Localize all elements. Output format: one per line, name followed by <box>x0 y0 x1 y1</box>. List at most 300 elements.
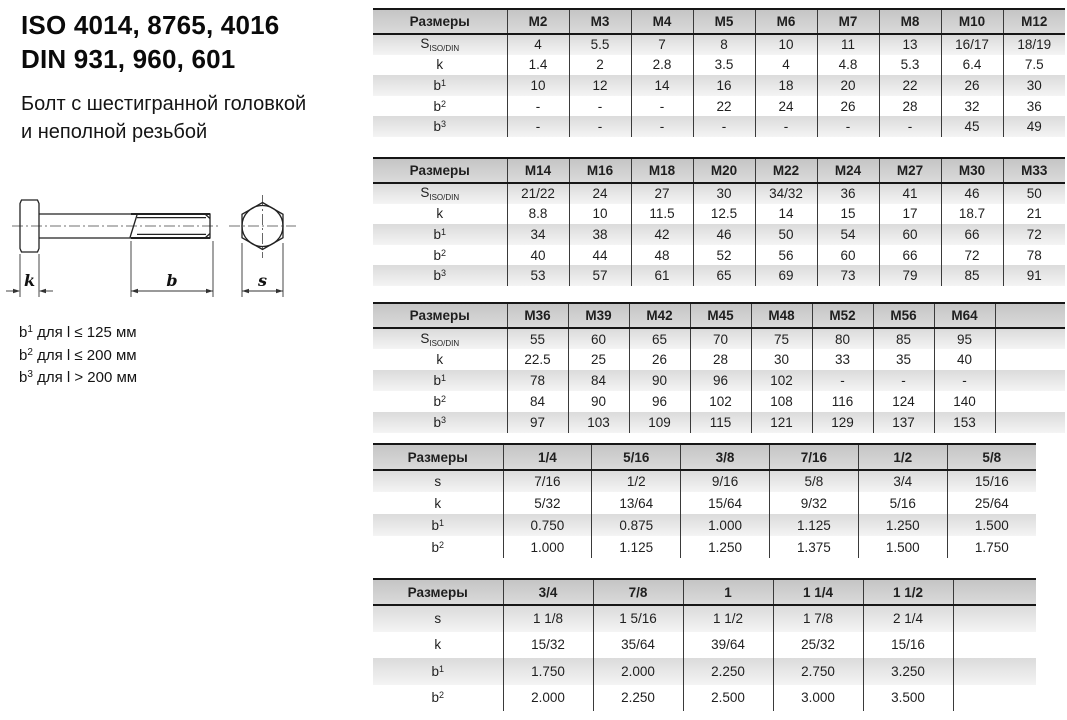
value-cell: 28 <box>690 349 751 370</box>
size-column-header: M6 <box>755 9 817 34</box>
row-label: $S_{ISO/DIN}$ <box>373 328 507 349</box>
value-cell: 1.000 <box>503 536 592 558</box>
row-label: $S_{ISO/DIN}$ <box>373 34 507 55</box>
empty-cell <box>995 349 1065 370</box>
bolt-side-view <box>6 200 220 297</box>
value-cell: 3/4 <box>858 470 947 492</box>
table-header-label: Размеры <box>373 303 507 328</box>
value-cell: 5.3 <box>879 55 941 76</box>
value-cell: 3.500 <box>863 685 953 712</box>
table-header-label: Размеры <box>373 158 507 183</box>
size-column-header: 5/16 <box>592 444 681 470</box>
value-cell: 1.250 <box>681 536 770 558</box>
value-cell: 14 <box>631 75 693 96</box>
value-cell: 15/16 <box>947 470 1036 492</box>
dimensions-table-imperial-quarter-to-fiveeighths <box>373 443 1036 558</box>
dimensions-table-metric-m2-m12 <box>373 8 1065 137</box>
dim-b-label: b <box>166 271 178 290</box>
value-cell: 72 <box>1003 224 1065 245</box>
size-column-header: 1 1/4 <box>773 579 863 605</box>
value-cell: 2 <box>569 55 631 76</box>
table-row <box>373 265 1065 286</box>
page-title <box>21 8 279 76</box>
value-cell: 48 <box>631 245 693 266</box>
value-cell: 65 <box>629 328 690 349</box>
empty-cell <box>953 658 1036 685</box>
value-cell: 12.5 <box>693 204 755 225</box>
value-cell: 129 <box>812 412 873 433</box>
value-cell: 12 <box>569 75 631 96</box>
empty-header-cell <box>953 579 1036 605</box>
value-cell: 35/64 <box>593 632 683 659</box>
value-cell: 54 <box>817 224 879 245</box>
value-cell: 17 <box>879 204 941 225</box>
value-cell: 1.000 <box>681 514 770 536</box>
table-header-label: Размеры <box>373 9 507 34</box>
hex-head-front-view <box>229 195 296 297</box>
header-row <box>373 303 1065 328</box>
value-cell: 53 <box>507 265 569 286</box>
value-cell: 9/16 <box>681 470 770 492</box>
row-label: $b^1$ <box>373 658 503 685</box>
row-label: s <box>373 470 503 492</box>
table-row <box>373 605 1036 632</box>
size-column-header: M24 <box>817 158 879 183</box>
size-column-header: M30 <box>941 158 1003 183</box>
row-label: $b^1$ <box>373 224 507 245</box>
value-cell: 66 <box>879 245 941 266</box>
value-cell: 6.4 <box>941 55 1003 76</box>
value-cell: 10 <box>507 75 569 96</box>
value-cell: 65 <box>693 265 755 286</box>
table-row <box>373 204 1065 225</box>
value-cell: 27 <box>631 183 693 204</box>
size-column-header: 3/4 <box>503 579 593 605</box>
value-cell: 1.4 <box>507 55 569 76</box>
row-label: s <box>373 605 503 632</box>
value-cell: 96 <box>690 370 751 391</box>
size-column-header: 1/4 <box>503 444 592 470</box>
value-cell: - <box>812 370 873 391</box>
footnote-line: $b^3$ для l > 200 мм <box>19 369 138 386</box>
value-cell: 1.500 <box>947 514 1036 536</box>
row-label: $b^3$ <box>373 116 507 137</box>
header-row <box>373 444 1036 470</box>
value-cell: 66 <box>941 224 1003 245</box>
value-cell: 73 <box>817 265 879 286</box>
product-description <box>21 90 306 146</box>
value-cell: - <box>569 96 631 117</box>
value-cell: 116 <box>812 391 873 412</box>
row-label: $b^3$ <box>373 265 507 286</box>
table-row <box>373 470 1036 492</box>
value-cell: 0.875 <box>592 514 681 536</box>
value-cell: 75 <box>751 328 812 349</box>
value-cell: 15/64 <box>681 492 770 514</box>
size-column-header: M48 <box>751 303 812 328</box>
value-cell: 108 <box>751 391 812 412</box>
value-cell: 56 <box>755 245 817 266</box>
value-cell: 40 <box>507 245 569 266</box>
table-row <box>373 492 1036 514</box>
value-cell: - <box>569 116 631 137</box>
value-cell: 28 <box>879 96 941 117</box>
value-cell: 7/16 <box>503 470 592 492</box>
value-cell: 44 <box>569 245 631 266</box>
value-cell: 18 <box>755 75 817 96</box>
value-cell: - <box>693 116 755 137</box>
footnotes <box>19 320 137 388</box>
value-cell: 7 <box>631 34 693 55</box>
value-cell: 30 <box>751 349 812 370</box>
value-cell: 4 <box>755 55 817 76</box>
value-cell: 50 <box>1003 183 1065 204</box>
value-cell: 45 <box>941 116 1003 137</box>
value-cell: 102 <box>751 370 812 391</box>
value-cell: 14 <box>755 204 817 225</box>
value-cell: 24 <box>755 96 817 117</box>
value-cell: - <box>873 370 934 391</box>
value-cell: 9/32 <box>769 492 858 514</box>
size-column-header: M22 <box>755 158 817 183</box>
value-cell: 2.250 <box>593 685 683 712</box>
value-cell: 52 <box>693 245 755 266</box>
value-cell: 137 <box>873 412 934 433</box>
value-cell: 21 <box>1003 204 1065 225</box>
value-cell: 2 1/4 <box>863 605 953 632</box>
dimensions-table-metric-m36-m64 <box>373 302 1065 433</box>
table-row <box>373 412 1065 433</box>
value-cell: 8.8 <box>507 204 569 225</box>
dimension-k <box>6 254 53 297</box>
value-cell: - <box>507 116 569 137</box>
value-cell: 26 <box>817 96 879 117</box>
value-cell: 153 <box>934 412 995 433</box>
row-label: k <box>373 55 507 76</box>
value-cell: 1 7/8 <box>773 605 863 632</box>
size-column-header: M2 <box>507 9 569 34</box>
size-column-header: M45 <box>690 303 751 328</box>
value-cell: 5/32 <box>503 492 592 514</box>
size-column-header: M18 <box>631 158 693 183</box>
value-cell: 3.250 <box>863 658 953 685</box>
value-cell: 1.750 <box>947 536 1036 558</box>
dimensions-table-metric-m14-m33 <box>373 157 1065 286</box>
description-line-2: и неполной резьбой <box>21 121 208 143</box>
value-cell: 50 <box>755 224 817 245</box>
size-column-header: 7/8 <box>593 579 683 605</box>
empty-cell <box>995 391 1065 412</box>
header-row <box>373 579 1036 605</box>
size-column-header: M8 <box>879 9 941 34</box>
value-cell: 25/64 <box>947 492 1036 514</box>
row-label: k <box>373 492 503 514</box>
value-cell: 4.8 <box>817 55 879 76</box>
value-cell: 2.000 <box>503 685 593 712</box>
value-cell: 2.750 <box>773 658 863 685</box>
dimensions-table-imperial-threequarters-to-oneandhalf <box>373 578 1036 711</box>
value-cell: 91 <box>1003 265 1065 286</box>
value-cell: 5.5 <box>569 34 631 55</box>
value-cell: 1/2 <box>592 470 681 492</box>
value-cell: 1 1/8 <box>503 605 593 632</box>
value-cell: 60 <box>879 224 941 245</box>
value-cell: 1 1/2 <box>683 605 773 632</box>
size-column-header: M33 <box>1003 158 1065 183</box>
value-cell: 30 <box>1003 75 1065 96</box>
value-cell: 124 <box>873 391 934 412</box>
size-column-header: 1 <box>683 579 773 605</box>
value-cell: 18/19 <box>1003 34 1065 55</box>
row-label: $b^3$ <box>373 412 507 433</box>
size-column-header: M52 <box>812 303 873 328</box>
size-column-header: 5/8 <box>947 444 1036 470</box>
value-cell: 60 <box>817 245 879 266</box>
value-cell: 1.250 <box>858 514 947 536</box>
value-cell: 70 <box>690 328 751 349</box>
value-cell: 41 <box>879 183 941 204</box>
value-cell: 79 <box>879 265 941 286</box>
value-cell: 84 <box>568 370 629 391</box>
row-label: $b^2$ <box>373 96 507 117</box>
table-row <box>373 245 1065 266</box>
table-row <box>373 632 1036 659</box>
row-label: k <box>373 349 507 370</box>
value-cell: 34/32 <box>755 183 817 204</box>
table-row <box>373 328 1065 349</box>
row-label: $b^1$ <box>373 370 507 391</box>
value-cell: 1.125 <box>592 536 681 558</box>
dim-s-label: s <box>257 271 268 290</box>
value-cell: 109 <box>629 412 690 433</box>
empty-cell <box>953 605 1036 632</box>
value-cell: 46 <box>941 183 1003 204</box>
value-cell: 2.8 <box>631 55 693 76</box>
value-cell: 78 <box>507 370 568 391</box>
table-row <box>373 183 1065 204</box>
value-cell: 85 <box>941 265 1003 286</box>
value-cell: 46 <box>693 224 755 245</box>
value-cell: 32 <box>941 96 1003 117</box>
table-row <box>373 55 1065 76</box>
table-header-label: Размеры <box>373 579 503 605</box>
value-cell: 40 <box>934 349 995 370</box>
value-cell: 35 <box>873 349 934 370</box>
table-row <box>373 34 1065 55</box>
empty-cell <box>953 685 1036 712</box>
value-cell: 13/64 <box>592 492 681 514</box>
value-cell: 1.125 <box>769 514 858 536</box>
value-cell: 20 <box>817 75 879 96</box>
description-line-1: Болт с шестигранной головкой <box>21 93 307 115</box>
value-cell: 36 <box>817 183 879 204</box>
size-column-header: M12 <box>1003 9 1065 34</box>
value-cell: 96 <box>629 391 690 412</box>
empty-header-cell <box>995 303 1065 328</box>
value-cell: 60 <box>568 328 629 349</box>
size-column-header: 7/16 <box>769 444 858 470</box>
header-row <box>373 158 1065 183</box>
value-cell: 78 <box>1003 245 1065 266</box>
table-header-label: Размеры <box>373 444 503 470</box>
value-cell: 26 <box>941 75 1003 96</box>
value-cell: 2.000 <box>593 658 683 685</box>
value-cell: 61 <box>631 265 693 286</box>
value-cell: 84 <box>507 391 568 412</box>
value-cell: 34 <box>507 224 569 245</box>
value-cell: 1.750 <box>503 658 593 685</box>
value-cell: 22.5 <box>507 349 568 370</box>
table-row <box>373 96 1065 117</box>
row-label: $S_{ISO/DIN}$ <box>373 183 507 204</box>
size-column-header: M36 <box>507 303 568 328</box>
value-cell: 15/32 <box>503 632 593 659</box>
value-cell: 25 <box>568 349 629 370</box>
table-row <box>373 75 1065 96</box>
empty-cell <box>995 328 1065 349</box>
value-cell: 10 <box>755 34 817 55</box>
footnote-line: $b^1$ для l ≤ 125 мм <box>19 324 137 341</box>
size-column-header: M4 <box>631 9 693 34</box>
size-column-header: M3 <box>569 9 631 34</box>
value-cell: 18.7 <box>941 204 1003 225</box>
value-cell: - <box>631 96 693 117</box>
bolt-technical-drawing <box>0 188 320 316</box>
value-cell: 13 <box>879 34 941 55</box>
value-cell: 2.500 <box>683 685 773 712</box>
value-cell: 15/16 <box>863 632 953 659</box>
value-cell: - <box>879 116 941 137</box>
table-row <box>373 116 1065 137</box>
value-cell: - <box>934 370 995 391</box>
dimension-b <box>131 241 213 297</box>
empty-cell <box>995 412 1065 433</box>
size-column-header: M20 <box>693 158 755 183</box>
row-label: $b^2$ <box>373 685 503 712</box>
size-column-header: M10 <box>941 9 1003 34</box>
value-cell: - <box>817 116 879 137</box>
value-cell: 16 <box>693 75 755 96</box>
empty-cell <box>995 370 1065 391</box>
value-cell: 97 <box>507 412 568 433</box>
value-cell: 21/22 <box>507 183 569 204</box>
value-cell: 8 <box>693 34 755 55</box>
value-cell: 36 <box>1003 96 1065 117</box>
table-row <box>373 658 1036 685</box>
value-cell: 33 <box>812 349 873 370</box>
table-row <box>373 514 1036 536</box>
value-cell: 38 <box>569 224 631 245</box>
empty-cell <box>953 632 1036 659</box>
value-cell: 80 <box>812 328 873 349</box>
value-cell: 102 <box>690 391 751 412</box>
value-cell: 57 <box>569 265 631 286</box>
size-column-header: 1 1/2 <box>863 579 953 605</box>
value-cell: 5/8 <box>769 470 858 492</box>
value-cell: 49 <box>1003 116 1065 137</box>
title-din-standards: DIN 931, 960, 601 <box>21 44 236 74</box>
value-cell: 1.375 <box>769 536 858 558</box>
dimension-s <box>242 243 283 297</box>
table-row <box>373 685 1036 712</box>
table-row <box>373 349 1065 370</box>
value-cell: 140 <box>934 391 995 412</box>
value-cell: 72 <box>941 245 1003 266</box>
size-column-header: M5 <box>693 9 755 34</box>
value-cell: 11.5 <box>631 204 693 225</box>
value-cell: 11 <box>817 34 879 55</box>
value-cell: 22 <box>879 75 941 96</box>
row-label: $b^2$ <box>373 245 507 266</box>
title-iso-standards: ISO 4014, 8765, 4016 <box>21 10 280 40</box>
row-label: $b^1$ <box>373 514 503 536</box>
value-cell: 115 <box>690 412 751 433</box>
value-cell: 2.250 <box>683 658 773 685</box>
dim-k-label: k <box>23 271 36 290</box>
value-cell: 10 <box>569 204 631 225</box>
value-cell: 90 <box>568 391 629 412</box>
value-cell: 85 <box>873 328 934 349</box>
value-cell: 0.750 <box>503 514 592 536</box>
value-cell: 16/17 <box>941 34 1003 55</box>
table-row <box>373 370 1065 391</box>
size-column-header: 1/2 <box>858 444 947 470</box>
row-label: $b^2$ <box>373 391 507 412</box>
header-row <box>373 9 1065 34</box>
value-cell: - <box>507 96 569 117</box>
value-cell: 90 <box>629 370 690 391</box>
value-cell: 30 <box>693 183 755 204</box>
value-cell: - <box>631 116 693 137</box>
row-label: $b^2$ <box>373 536 503 558</box>
value-cell: 39/64 <box>683 632 773 659</box>
size-column-header: 3/8 <box>681 444 770 470</box>
tables-container <box>373 0 1067 720</box>
size-column-header: M16 <box>569 158 631 183</box>
value-cell: - <box>755 116 817 137</box>
value-cell: 95 <box>934 328 995 349</box>
value-cell: 1 5/16 <box>593 605 683 632</box>
value-cell: 42 <box>631 224 693 245</box>
row-label: k <box>373 632 503 659</box>
table-row <box>373 391 1065 412</box>
value-cell: 3.5 <box>693 55 755 76</box>
value-cell: 4 <box>507 34 569 55</box>
size-column-header: M39 <box>568 303 629 328</box>
row-label: $b^1$ <box>373 75 507 96</box>
size-column-header: M64 <box>934 303 995 328</box>
size-column-header: M7 <box>817 9 879 34</box>
footnote-line: $b^2$ для l ≤ 200 мм <box>19 346 137 364</box>
value-cell: 26 <box>629 349 690 370</box>
size-column-header: M14 <box>507 158 569 183</box>
size-column-header: M27 <box>879 158 941 183</box>
row-label: k <box>373 204 507 225</box>
value-cell: 3.000 <box>773 685 863 712</box>
value-cell: 7.5 <box>1003 55 1065 76</box>
size-column-header: M42 <box>629 303 690 328</box>
value-cell: 69 <box>755 265 817 286</box>
size-column-header: M56 <box>873 303 934 328</box>
value-cell: 5/16 <box>858 492 947 514</box>
value-cell: 15 <box>817 204 879 225</box>
value-cell: 55 <box>507 328 568 349</box>
value-cell: 22 <box>693 96 755 117</box>
table-row <box>373 224 1065 245</box>
value-cell: 121 <box>751 412 812 433</box>
value-cell: 1.500 <box>858 536 947 558</box>
value-cell: 25/32 <box>773 632 863 659</box>
